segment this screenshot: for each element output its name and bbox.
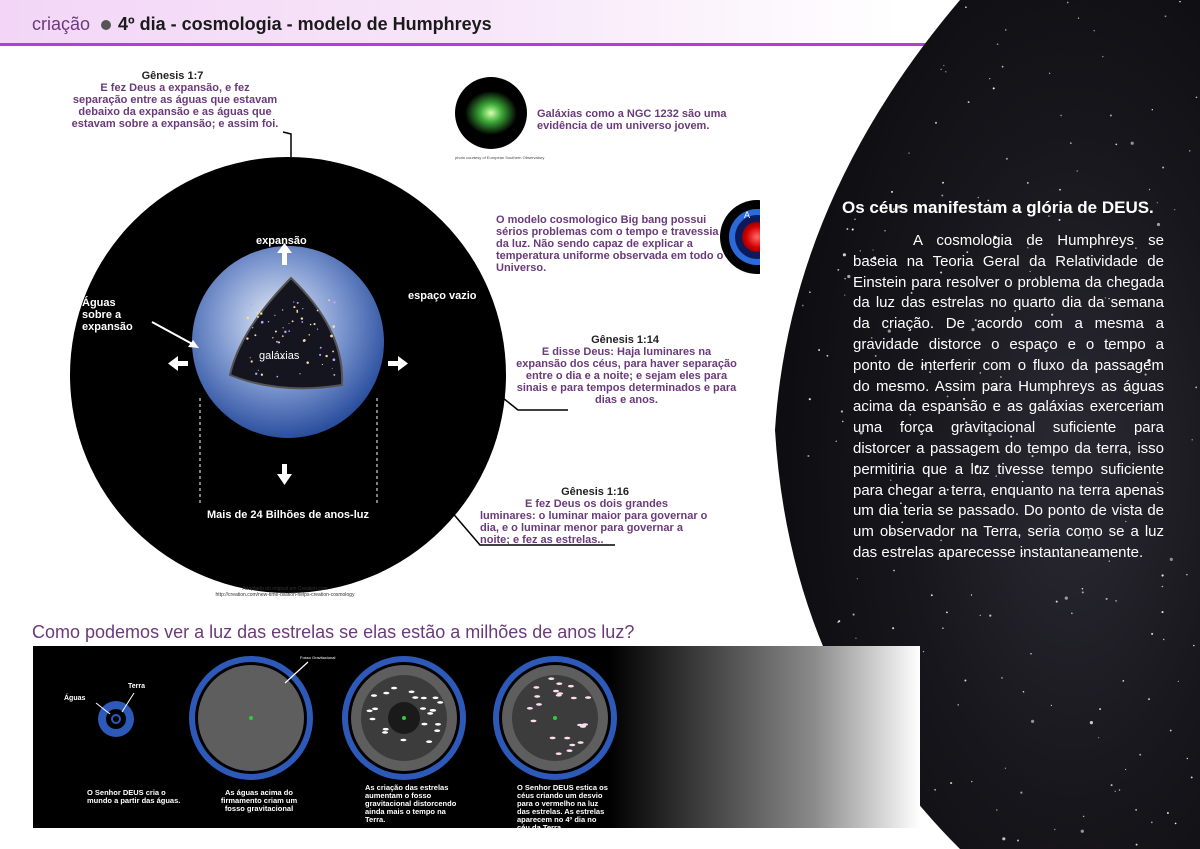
star-dot xyxy=(1119,789,1121,791)
galaxy-dot xyxy=(278,341,280,343)
star-mark xyxy=(371,694,377,697)
galaxy-dot xyxy=(333,301,335,303)
star-dot xyxy=(965,6,967,8)
star-mark xyxy=(435,723,441,726)
label-espaco-vazio: espaço vazio xyxy=(408,290,477,302)
galaxy-dot xyxy=(282,335,284,337)
star-dot xyxy=(1030,653,1031,654)
star-dot xyxy=(844,294,845,295)
star-dot xyxy=(1149,189,1150,190)
star-dot xyxy=(827,355,829,357)
star-dot xyxy=(993,87,995,89)
star-dot xyxy=(1098,737,1099,738)
star-mark xyxy=(553,690,559,693)
star-dot xyxy=(1193,645,1195,647)
star-dot xyxy=(846,228,848,230)
star-dot xyxy=(989,615,991,617)
galaxy-dot xyxy=(268,321,269,322)
star-mark xyxy=(433,697,439,700)
star-dot xyxy=(1059,219,1061,221)
star-dot xyxy=(1071,613,1073,615)
star-dot xyxy=(908,152,909,153)
label-aguas: Águas sobre a expansão xyxy=(82,297,133,333)
star-mark xyxy=(578,741,584,744)
galaxy-dot xyxy=(325,355,327,357)
star-dot xyxy=(891,191,893,193)
genesis-1-14-ref: Gênesis 1:14 xyxy=(591,334,659,346)
star-mark xyxy=(427,712,433,715)
page-title: 4º dia - cosmologia - modelo de Humphreys xyxy=(118,14,492,34)
galaxy-dot xyxy=(332,350,334,352)
star-mark xyxy=(550,737,556,740)
galaxy-dot xyxy=(317,329,318,330)
label-aguas-small: Águas xyxy=(64,695,86,702)
galaxy-dot xyxy=(276,341,278,343)
caption-panel-4: O Senhor DEUS estica os céus criando um desvio para o vermelho na luz das estrelas. As estrelas aparecem no 4º dia no céu da Terra. xyxy=(517,783,608,832)
star-mark xyxy=(421,697,427,700)
star-dot xyxy=(957,704,959,706)
galaxy-dot xyxy=(299,373,300,374)
star-dot xyxy=(836,441,837,442)
star-mark xyxy=(557,692,563,695)
star-mark xyxy=(568,685,574,688)
star-dot xyxy=(1196,96,1198,98)
star-dot xyxy=(1186,574,1187,575)
star-mark xyxy=(533,686,539,689)
star-dot xyxy=(1115,144,1117,146)
star-mark xyxy=(531,720,537,723)
galaxy-dot xyxy=(313,323,315,325)
galaxy-dot xyxy=(332,368,333,369)
star-dot xyxy=(1131,142,1134,145)
star-dot xyxy=(1191,776,1193,778)
star-dot xyxy=(940,69,941,70)
star-dot xyxy=(1136,844,1138,846)
star-dot xyxy=(1178,681,1179,682)
star-dot xyxy=(1082,588,1084,590)
star-dot xyxy=(1162,167,1164,169)
source-credit: Adaptado do original em Creation.com http://creation.com/new-time-dilation-helps-creation-cosmology xyxy=(215,586,355,598)
star-dot xyxy=(847,275,850,278)
star-mark xyxy=(372,708,378,711)
star-dot xyxy=(1065,597,1068,600)
star-mark xyxy=(383,692,389,695)
star-dot xyxy=(942,182,944,184)
galaxy-dot xyxy=(293,301,294,302)
star-dot xyxy=(1102,56,1103,57)
galaxy-dot xyxy=(308,334,309,335)
genesis-1-7-ref: Gênesis 1:7 xyxy=(141,70,204,82)
star-dot xyxy=(1179,1,1181,3)
star-mark xyxy=(409,691,415,694)
title-prefix: criação xyxy=(32,14,91,34)
star-mark xyxy=(430,709,436,712)
bullet-icon xyxy=(101,20,111,30)
galaxy-dot xyxy=(288,330,290,332)
galaxy-dot xyxy=(258,370,259,371)
galaxy-dot xyxy=(254,334,256,336)
star-mark xyxy=(556,682,562,685)
star-dot xyxy=(1005,29,1006,30)
galaxy-dot xyxy=(282,309,284,311)
galaxy-dot xyxy=(306,361,309,364)
star-dot xyxy=(841,410,843,412)
star-mark xyxy=(534,695,540,698)
star-dot xyxy=(1157,223,1160,226)
galaxy-note: Galáxias como a NGC 1232 são uma evidência de um universo jovem. xyxy=(537,108,727,132)
star-dot xyxy=(1002,66,1004,68)
star-dot xyxy=(945,71,946,72)
panel-title: Os céus manifestam a glória de DEUS. xyxy=(842,198,1154,217)
star-dot xyxy=(943,65,944,66)
star-mark xyxy=(582,723,588,726)
galaxy-dot xyxy=(328,299,330,301)
star-dot xyxy=(1067,2,1069,4)
star-mark xyxy=(426,740,432,743)
galaxy-dot xyxy=(283,327,284,328)
galaxy-dot xyxy=(301,317,303,319)
galaxy-dot xyxy=(292,320,294,322)
star-dot xyxy=(809,291,811,293)
star-dot xyxy=(1139,754,1141,756)
galaxy-dot xyxy=(246,337,248,339)
star-dot xyxy=(971,781,972,782)
label-galaxias: galáxias xyxy=(259,350,300,362)
star-dot xyxy=(1165,15,1167,17)
label-fosso: Fosso Gravitacional xyxy=(300,655,336,660)
star-dot xyxy=(997,43,999,45)
star-dot xyxy=(1094,30,1095,31)
star-dot xyxy=(989,78,990,79)
star-dot xyxy=(1187,758,1188,759)
star-dot xyxy=(1051,705,1052,706)
caption-panel-2: As águas acima do firmamento criam um fosso gravitacional xyxy=(220,788,298,813)
genesis-1-14-text: E disse Deus: Haja luminares na expansão dos céus, para haver separação entre o dia e a noite; e sejam eles para sinais e para tempos determinados e para dias e anos. xyxy=(516,346,737,406)
star-dot xyxy=(1078,17,1079,18)
star-dot xyxy=(1161,611,1163,613)
galaxy-dot xyxy=(284,331,286,333)
star-dot xyxy=(1020,792,1022,794)
genesis-1-16-text: E fez Deus os dois grandes luminares: o luminar maior para governar o dia, e o luminar menor para governar a noite; e fez as estrelas.. xyxy=(480,498,708,546)
star-dot xyxy=(935,122,937,124)
galaxy-dot xyxy=(304,339,306,341)
star-dot xyxy=(1167,812,1169,814)
star-mark xyxy=(571,697,577,700)
galaxy-dot xyxy=(260,312,262,314)
galaxy-dot xyxy=(293,306,295,308)
star-dot xyxy=(980,615,981,616)
star-dot xyxy=(1049,73,1050,74)
star-dot xyxy=(1174,209,1175,210)
star-dot xyxy=(855,638,856,639)
star-dot xyxy=(942,627,943,628)
galaxy-credit: photo courtesy of European Southern Observatory xyxy=(455,155,545,160)
galaxy-dot xyxy=(310,324,312,326)
galaxy-dot xyxy=(257,316,259,318)
panel-body-text: A cosmologia de Humphreys se baseia na Teoria Geral da Relatividade de Einstein para resolver o problema da chegada da luz das estrelas no quarto dia da semana da criação. De acordo com a mesma a gravidade distorce o espaço e o tempo a ponto de interferir com o fluxo da passagem do mesmo. Assim para Humphreys as águas acima da espansão e as galáxias exerceriam uma força gravitacional suficiente para distorcer a passagem do tempo da terra, isso permitiria que a luz tivesse tempo suficiente para chegar a terra, enquanto na terra apenas um dia teria se passado. Do ponto de vista de um observador na Terra, seria como se a luz das estrelas aparecesse instantaneamente. xyxy=(853,232,1164,561)
star-dot xyxy=(854,219,855,220)
galaxy-dot xyxy=(275,330,277,332)
bigbang-label-b: B xyxy=(777,228,784,238)
galaxy-dot xyxy=(319,354,321,356)
star-dot xyxy=(807,455,809,457)
star-dot xyxy=(844,278,846,280)
label-terra: Terra xyxy=(128,683,145,690)
star-mark xyxy=(569,744,575,747)
galaxy-dot xyxy=(250,304,252,306)
star-mark xyxy=(434,729,440,732)
star-dot xyxy=(996,809,998,811)
star-mark xyxy=(564,737,570,740)
galaxy-dot xyxy=(257,313,258,314)
galaxy-dot xyxy=(320,347,322,349)
galaxy-dot xyxy=(330,335,333,338)
star-dot xyxy=(1151,633,1153,635)
caption-panel-3: As criação das estrelas aumentam o fosso gravitacional distorcendo ainda mais o tempo na Terra. xyxy=(365,783,457,824)
galaxy-dot xyxy=(301,321,303,323)
star-dot xyxy=(1175,823,1177,825)
star-dot xyxy=(818,349,820,351)
star-mark xyxy=(400,739,406,742)
galaxy-dot xyxy=(255,373,257,375)
star-dot xyxy=(1189,150,1190,151)
galaxy-dot xyxy=(332,325,335,328)
star-dot xyxy=(1054,829,1055,830)
galaxy-dot xyxy=(252,327,253,328)
star-dot xyxy=(1059,189,1061,191)
galaxy-dot xyxy=(333,374,335,376)
star-dot xyxy=(853,614,855,616)
star-mark xyxy=(556,752,562,755)
galaxy-dot xyxy=(333,358,336,361)
star-dot xyxy=(1135,809,1137,811)
star-dot xyxy=(837,269,839,271)
star-dot xyxy=(1195,387,1197,389)
star-dot xyxy=(1017,839,1019,841)
bigbang-label-a: A xyxy=(744,210,751,220)
star-dot xyxy=(1060,115,1062,117)
galaxy-dot xyxy=(246,317,249,320)
star-mark xyxy=(567,749,573,752)
star-dot xyxy=(1125,769,1126,770)
star-dot xyxy=(1148,698,1150,700)
star-dot xyxy=(1081,830,1084,833)
star-dot xyxy=(1122,680,1124,682)
star-dot xyxy=(843,253,846,256)
star-dot xyxy=(1110,115,1112,117)
star-dot xyxy=(971,594,972,595)
star-dot xyxy=(1152,109,1153,110)
genesis-1-7-text: E fez Deus a expansão, e fez separação entre as águas que estavam debaixo da expansão e as águas que estavam sobre a expansão; e assim foi. xyxy=(71,82,279,130)
galaxy-dot xyxy=(261,321,264,324)
star-mark xyxy=(370,718,376,721)
star-dot xyxy=(1083,816,1085,818)
galaxy-dot xyxy=(276,376,278,378)
galaxy-dot xyxy=(288,323,289,324)
star-dot xyxy=(842,421,843,422)
star-dot xyxy=(934,789,936,791)
star-dot xyxy=(1151,822,1153,824)
star-dot xyxy=(1005,768,1006,769)
star-mark xyxy=(585,696,591,699)
galaxy-dot xyxy=(317,310,319,312)
galaxy-dot xyxy=(250,357,251,358)
bigbang-note: O modelo cosmologico Big bang possui sérios problemas com o tempo e travessia da luz. Não sendo capaz de explicar a temperatura uniforme observada em todo o Universo. xyxy=(496,214,724,274)
star-dot xyxy=(941,195,943,197)
star-mark xyxy=(412,696,418,699)
star-dot xyxy=(964,680,966,682)
galaxy-dot xyxy=(302,308,303,309)
star-dot xyxy=(1056,601,1058,603)
star-dot xyxy=(1023,691,1025,693)
galaxy-dot xyxy=(259,311,261,313)
star-dot xyxy=(1001,677,1003,679)
star-dot xyxy=(892,627,894,629)
star-dot xyxy=(968,101,970,103)
genesis-1-16-ref: Gênesis 1:16 xyxy=(561,486,629,498)
galaxy-dot xyxy=(274,315,275,316)
star-dot xyxy=(1115,791,1116,792)
star-dot xyxy=(946,612,948,614)
label-size: Mais de 24 Bilhões de anos-luz xyxy=(207,509,369,521)
star-dot xyxy=(1170,730,1172,732)
star-mark xyxy=(383,728,389,731)
galaxy-dot xyxy=(322,364,323,365)
star-dot xyxy=(1163,639,1164,640)
caption-panel-1: O Senhor DEUS cria o mundo a partir das águas. xyxy=(87,788,181,805)
star-mark xyxy=(527,707,533,710)
star-dot xyxy=(1162,586,1164,588)
star-mark xyxy=(367,710,373,713)
star-dot xyxy=(931,594,933,596)
star-mark xyxy=(382,731,388,734)
galaxy-dot xyxy=(297,302,299,304)
star-dot xyxy=(1090,721,1093,724)
star-mark xyxy=(420,707,426,710)
galaxy-dot xyxy=(245,302,247,304)
star-mark xyxy=(437,701,443,704)
star-dot xyxy=(1162,574,1164,576)
star-dot xyxy=(838,620,840,622)
label-expansao: expansão xyxy=(256,235,307,247)
star-dot xyxy=(809,398,811,400)
star-mark xyxy=(391,687,397,690)
star-dot xyxy=(802,305,804,307)
star-dot xyxy=(1192,439,1193,440)
galaxy-dot xyxy=(296,310,298,312)
star-dot xyxy=(857,578,858,579)
star-mark xyxy=(548,677,554,680)
star-dot xyxy=(1106,598,1108,600)
star-dot xyxy=(1099,708,1101,710)
star-mark xyxy=(421,723,427,726)
galaxy-dot xyxy=(261,374,263,376)
star-dot xyxy=(1002,837,1005,840)
star-dot xyxy=(950,782,952,784)
star-dot xyxy=(1031,720,1034,723)
galaxy-dot xyxy=(251,360,253,362)
star-dot xyxy=(1070,142,1072,144)
star-dot xyxy=(1170,558,1173,561)
star-dot xyxy=(1077,170,1078,171)
star-dot xyxy=(923,651,924,652)
bottom-question: Como podemos ver a luz das estrelas se elas estão a milhões de anos luz? xyxy=(32,622,635,642)
star-dot xyxy=(1006,158,1008,160)
star-mark xyxy=(536,703,542,706)
star-dot xyxy=(1082,591,1084,593)
galaxy-dot xyxy=(272,337,273,338)
star-dot xyxy=(1111,784,1113,786)
star-dot xyxy=(1115,600,1117,602)
star-dot xyxy=(893,570,895,572)
star-dot xyxy=(1027,182,1029,184)
